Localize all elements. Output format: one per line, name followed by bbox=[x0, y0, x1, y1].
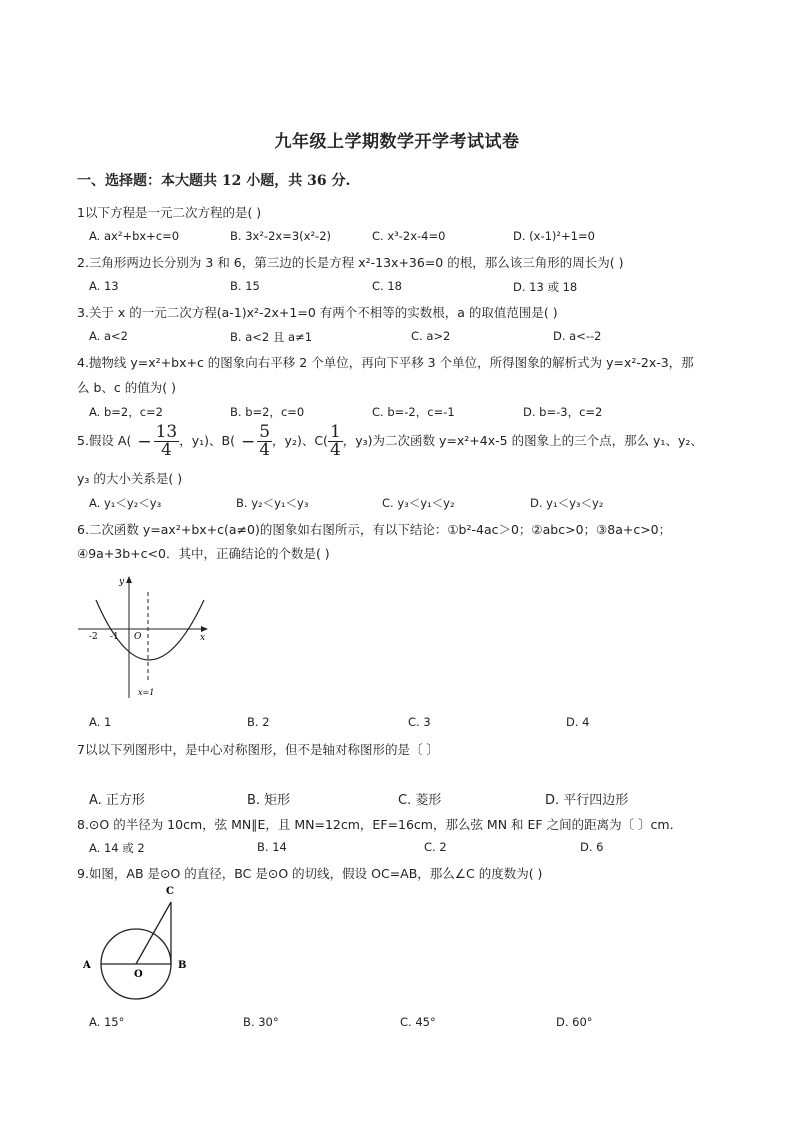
fraction-c: $\frac{1}{4}$ bbox=[329, 422, 341, 460]
q5-text-1: 5.假设 A( bbox=[77, 433, 132, 448]
q5-option-d: D. y₁＜y₃＜y₂ bbox=[530, 496, 604, 510]
q8-option-b: B. 14 bbox=[257, 840, 287, 854]
q8-option-d: D. 6 bbox=[580, 840, 604, 854]
y-axis-label: y bbox=[119, 577, 125, 587]
q1-option-b: B. 3x²-2x=3(x²-2) bbox=[230, 229, 332, 243]
question-7: 7以以下列图形中，是中心对称图形，但不是轴对称图形的是〔 〕 bbox=[77, 742, 439, 757]
q6-option-d: D. 4 bbox=[566, 715, 590, 729]
q9-option-d: D. 60° bbox=[556, 1015, 593, 1029]
q4-option-c: C. b=-2，c=-1 bbox=[372, 405, 455, 419]
symmetry-line-label: x=1 bbox=[138, 688, 155, 697]
q5-option-c: C. y₃＜y₁＜y₂ bbox=[382, 496, 455, 510]
q4-option-b: B. b=2，c=0 bbox=[230, 405, 305, 419]
question-6-line-2: ④9a+3b+c<0．其中，正确结论的个数是( ) bbox=[77, 546, 330, 561]
question-4-line-1: 4.抛物线 y=x²+bx+c 的图象向右平移 2 个单位，再向下平移 3 个单位，所得图象的解析式为 y=x²-2x-3，那 bbox=[77, 355, 694, 370]
q8-option-a: A. 14 或 2 bbox=[89, 841, 145, 855]
segment-oc bbox=[136, 902, 171, 964]
q5-text-2: ，y₁)、B( bbox=[179, 433, 235, 448]
point-c-label: C bbox=[166, 886, 174, 897]
fraction-b: $\frac{5}{4}$ bbox=[259, 422, 271, 460]
q7-option-a: A. 正方形 bbox=[89, 793, 145, 808]
q3-option-d: D. a<--2 bbox=[553, 329, 602, 343]
q5-option-b: B. y₂＜y₁＜y₃ bbox=[236, 496, 309, 510]
minus-sign: − bbox=[137, 431, 152, 452]
section-heading: 一、选择题：本大题共 12 小题，共 36 分. bbox=[77, 173, 351, 189]
q7-option-d: D. 平行四边形 bbox=[545, 793, 629, 808]
question-9: 9.如图，AB 是⊙O 的直径，BC 是⊙O 的切线，假设 OC=AB，那么∠C 的度数为( ) bbox=[77, 866, 543, 881]
q7-option-b: B. 矩形 bbox=[247, 793, 291, 808]
point-o-label: O bbox=[134, 969, 143, 980]
q2-option-d: D. 13 或 18 bbox=[513, 280, 578, 294]
question-5-line-1 bbox=[77, 424, 703, 459]
q9-option-a: A. 15° bbox=[89, 1015, 125, 1029]
tick-label-minus-2: -2 bbox=[89, 632, 98, 642]
x-axis-label: x bbox=[200, 633, 206, 643]
q9-option-b: B. 30° bbox=[243, 1015, 279, 1029]
q2-option-a: A. 13 bbox=[89, 279, 119, 293]
q1-option-c: C. x³-2x-4=0 bbox=[372, 229, 446, 243]
q3-option-c: C. a>2 bbox=[411, 329, 451, 343]
origin-label: O bbox=[134, 632, 142, 642]
parabola-curve bbox=[96, 600, 204, 660]
x-axis-arrow bbox=[201, 626, 208, 632]
q3-option-a: A. a<2 bbox=[89, 329, 128, 343]
circle-tangent-figure bbox=[78, 880, 198, 1008]
q4-option-d: D. b=-3，c=2 bbox=[523, 405, 603, 419]
point-b-label: B bbox=[178, 960, 187, 971]
point-a-label: A bbox=[83, 960, 91, 971]
q7-option-c: C. 菱形 bbox=[398, 793, 442, 808]
question-8: 8.⊙O 的半径为 10cm，弦 MN∥E，且 MN=12cm，EF=16cm，那么弦 MN 和 EF 之间的距离为〔 〕cm． bbox=[77, 817, 683, 832]
q9-option-c: C. 45° bbox=[400, 1015, 436, 1029]
fraction-a: $\frac{13}{4}$ bbox=[155, 422, 178, 460]
tick-label-minus-1: -1 bbox=[110, 632, 119, 642]
question-5-line-2: y₃ 的大小关系是( ) bbox=[77, 471, 183, 486]
question-6-line-1: 6.二次函数 y=ax²+bx+c(a≠0)的图象如右图所示，有以下结论：①b²-4ac＞0；②abc>0；③8a+c>0； bbox=[77, 522, 672, 537]
question-1: 1以下方程是一元二次方程的是( ) bbox=[77, 205, 262, 220]
y-axis-arrow bbox=[126, 576, 132, 583]
parabola-graph bbox=[74, 570, 214, 702]
q4-option-a: A. b=2，c=2 bbox=[89, 405, 164, 419]
page-title: 九年级上学期数学开学考试试卷 bbox=[274, 132, 520, 152]
q2-option-c: C. 18 bbox=[372, 279, 402, 293]
q2-option-b: B. 15 bbox=[230, 279, 260, 293]
q8-option-c: C. 2 bbox=[424, 840, 447, 854]
q5-text-3: ，y₂)、C( bbox=[272, 433, 328, 448]
q6-option-a: A. 1 bbox=[89, 715, 112, 729]
q6-option-b: B. 2 bbox=[247, 715, 270, 729]
q6-option-c: C. 3 bbox=[408, 715, 431, 729]
q1-option-a: A. ax²+bx+c=0 bbox=[89, 229, 180, 243]
question-4-line-2: 么 b、c 的值为( ) bbox=[77, 380, 176, 395]
q1-option-d: D. (x-1)²+1=0 bbox=[513, 229, 595, 243]
question-3: 3.关于 x 的一元二次方程(a-1)x²-2x+1=0 有两个不相等的实数根，a 的取值范围是( ) bbox=[77, 305, 558, 320]
q5-option-a: A. y₁＜y₂＜y₃ bbox=[89, 496, 162, 510]
minus-sign: − bbox=[240, 431, 256, 452]
question-2: 2.三角形两边长分别为 3 和 6，第三边的长是方程 x²-13x+36=0 的根，那么该三角形的周长为( ) bbox=[77, 255, 624, 270]
q3-option-b: B. a<2 且 a≠1 bbox=[230, 330, 313, 344]
q5-text-4: ，y₃)为二次函数 y=x²+4x-5 的图象上的三个点，那么 y₁、y₂、 bbox=[342, 433, 703, 448]
